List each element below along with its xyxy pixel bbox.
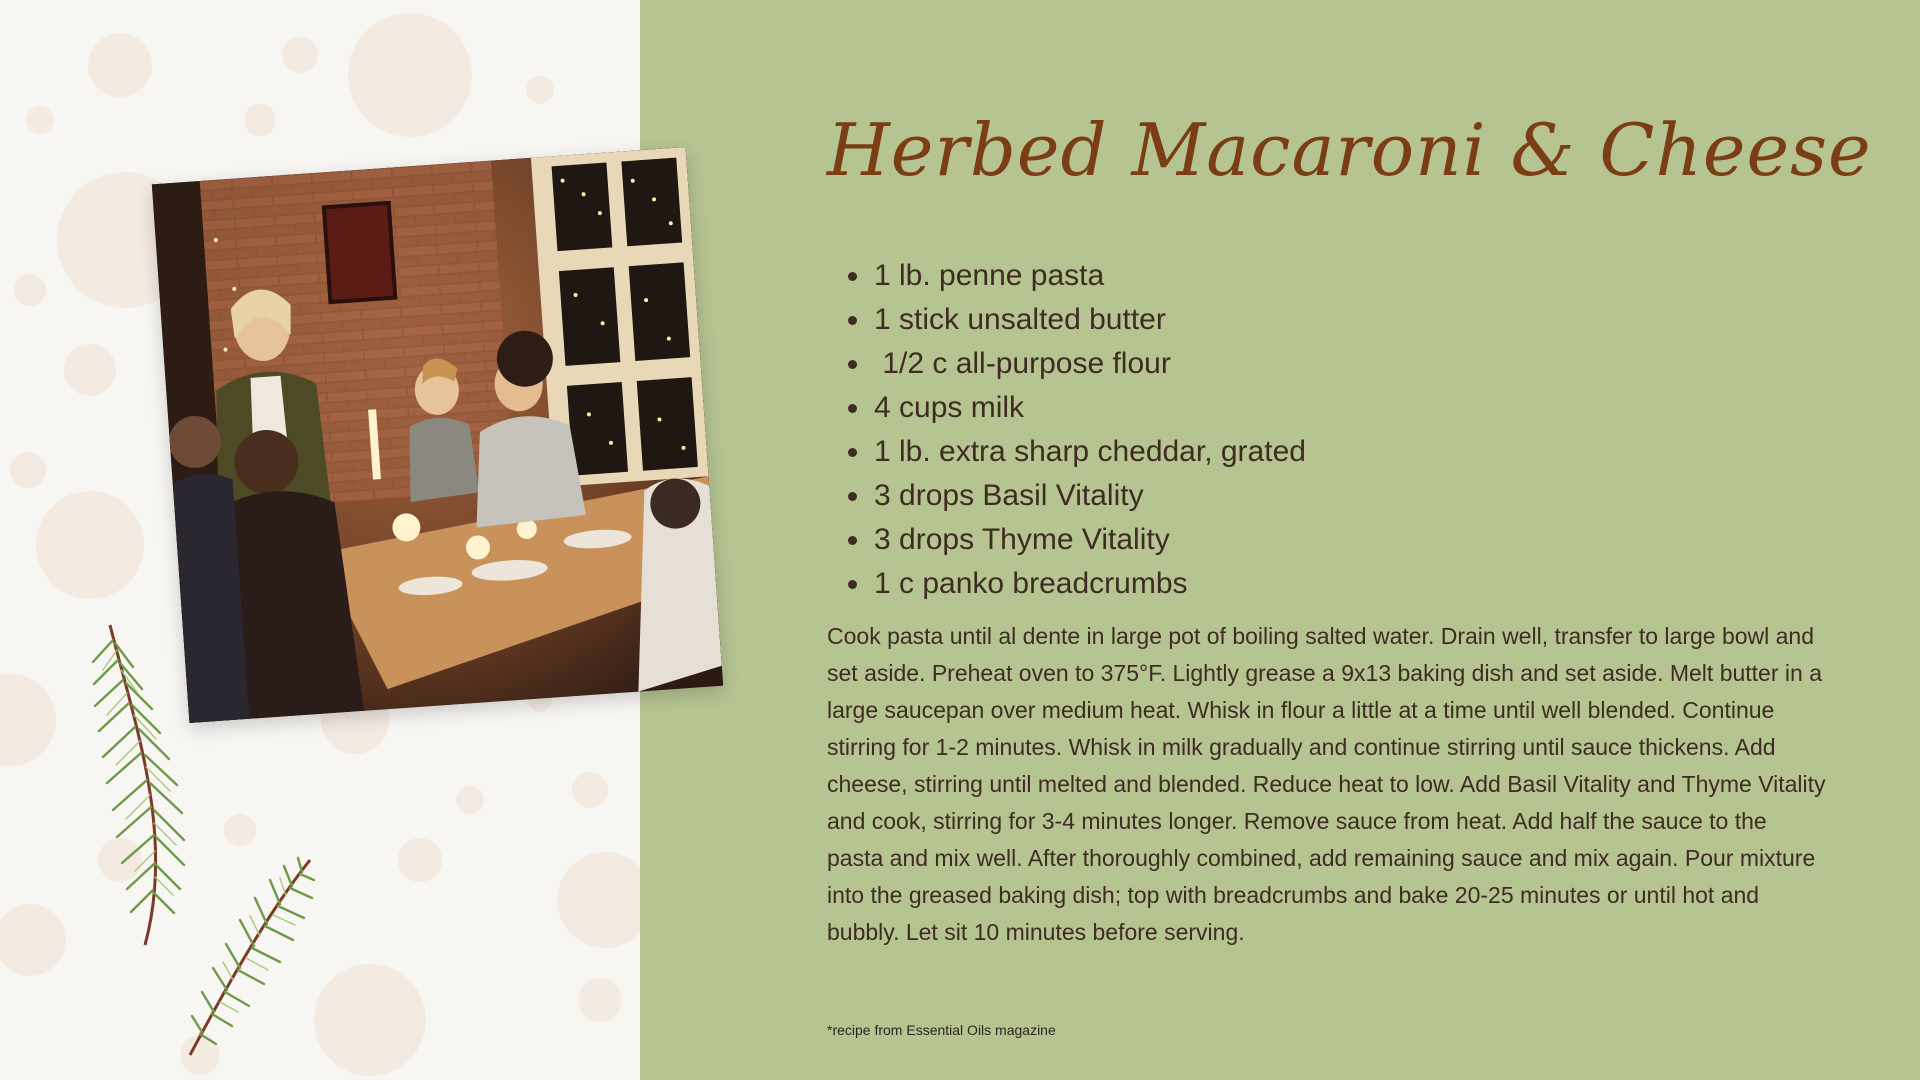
ingredient-list (842, 254, 1306, 606)
recipe-title: Herbed Macaroni & Cheese (827, 108, 1872, 192)
ingredient-item: • 1 c panko breadcrumbs (872, 562, 1306, 606)
ingredient-item: • 3 drops Thyme Vitality (872, 518, 1306, 562)
ingredient-item: • 1/2 c all-purpose flour (872, 342, 1306, 386)
recipe-directions: Cook pasta until al dente in large pot of boiling salted water. Drain well, transfer to large bowl and set aside. Preheat oven to 375°F. Lightly grease a 9x13 baking dish and set aside. Melt butter in a large saucepan over medium heat. Whisk in flour a little at a time until well blended. Continue stirring for 1-2 minutes. Whisk in milk gradually and continue stirring until sauce thickens. Add cheese, stirring until melted and blended. Reduce heat to low. Add Basil Vitality and Thyme Vitality and cook, stirring for 3-4 minutes longer. Remove sauce from heat. Add half the sauce to the pasta and mix well. After thoroughly combined, add remaining sauce and mix again. Pour mixture into the greased baking dish; top with breadcrumbs and bake 20-25 minutes or until hot and bubbly. Let sit 10 minutes before serving. (827, 623, 1826, 945)
family-dinner-photo (152, 147, 723, 723)
ingredient-item: • 1 lb. penne pasta (872, 254, 1306, 298)
recipe-credit: *recipe from Essential Oils magazine (827, 1022, 1056, 1038)
pine-branch-icon (170, 850, 320, 1060)
ingredient-item: • 1 stick unsalted butter (872, 298, 1306, 342)
ingredient-item: • 4 cups milk (872, 386, 1306, 430)
ingredient-item: • 3 drops Basil Vitality (872, 474, 1306, 518)
ingredient-item: • 1 lb. extra sharp cheddar, grated (872, 430, 1306, 474)
